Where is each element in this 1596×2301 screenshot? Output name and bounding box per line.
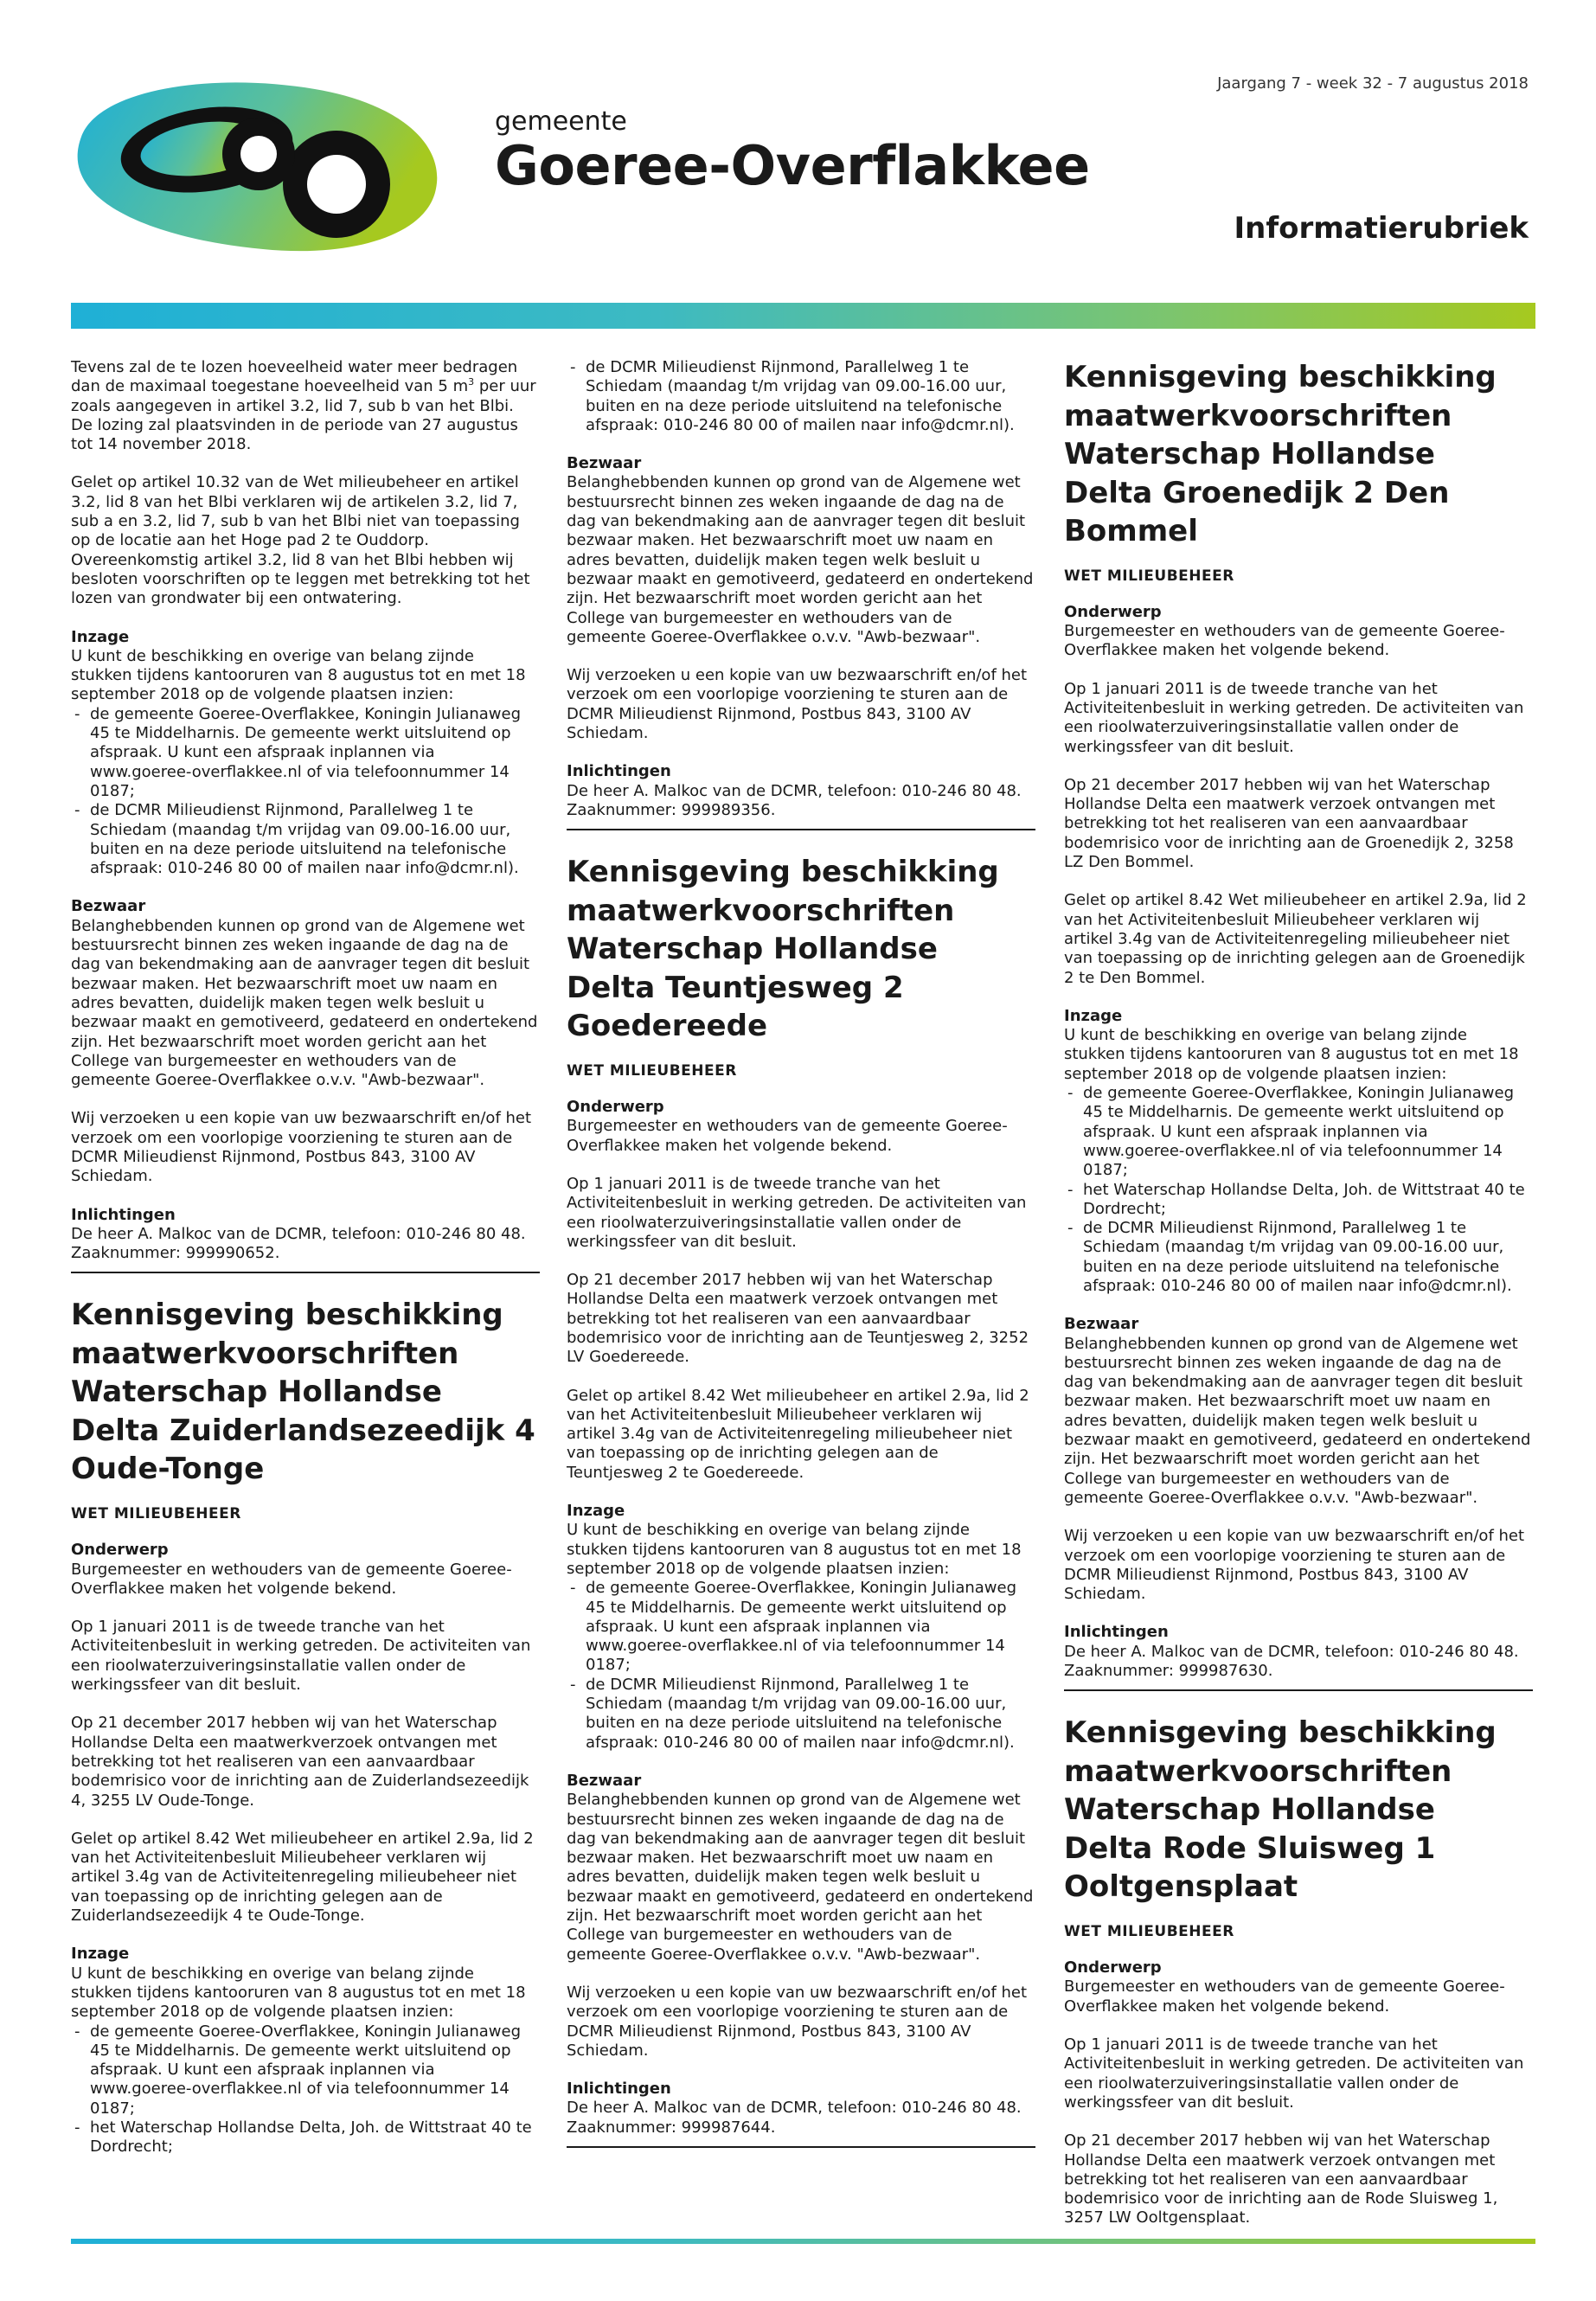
article-category: WET MILIEUBEHEER [1064, 567, 1234, 585]
list-item: - het Waterschap Hollandse Delta, Joh. de Wittstraat 40 te Dordrecht; [1064, 1181, 1533, 1220]
inlichtingen-text: De heer A. Malkoc van de DCMR, telefoon: 010-246 80 48. [567, 781, 1022, 800]
inlichtingen-heading: Inlichtingen [567, 2080, 671, 2099]
inzage-list [1064, 1084, 1533, 1296]
article-paragraph: Op 21 december 2017 hebben wij van het Waterschap Hollandse Delta een maatwerk verzoek ontvangen met betrekking tot het realiseren van een aanvaardbaar bodemrisico voor de inrichting aan de Teuntjesweg 2, 3252 LV Goedereede. [567, 1271, 1029, 1367]
article-title: Kennisgeving beschikking maatwerkvoorschriften Waterschap Hollandse Delta Groenedijk 2 Den Bommel [1064, 360, 1497, 548]
inzage-list-continued [567, 358, 1035, 435]
inlichtingen-heading: Inlichtingen [1064, 1623, 1169, 1642]
list-item: - de DCMR Milieudienst Rijnmond, Parallelweg 1 te Schiedam (maandag t/m vrijdag van 09.00-16.00 uur, buiten en na deze periode uitsluitend na telefonische afspraak: 010-246 80 00 of mailen naar info@dcmr.nl). [567, 1676, 1035, 1753]
zaaknummer: Zaaknummer: 999987630. [1064, 1662, 1273, 1681]
list-item: - de DCMR Milieudienst Rijnmond, Parallelweg 1 te Schiedam (maandag t/m vrijdag van 09.00-16.00 uur, buiten en na deze periode uitsluitend na telefonische afspraak: 010-246 80 00 of mailen naar info@dcmr.nl). [567, 358, 1035, 435]
article-paragraph: Op 21 december 2017 hebben wij van het Waterschap Hollandse Delta een maatwerk verzoek ontvangen met betrekking tot het realiseren van een aanvaardbaar bodemrisico voor de inrichting aan de Groenedijk 2, 3258 LZ Den Bommel. [1064, 775, 1514, 872]
inzage-heading: Inzage [71, 1945, 130, 1964]
inzage-heading: Inzage [1064, 1006, 1123, 1025]
article-paragraph: Op 21 december 2017 hebben wij van het Waterschap Hollandse Delta een maatwerkverzoek ontvangen met betrekking tot het realiseren van een aanvaardbaar bodemrisico voor de inrichting aan de Zuiderlandsezeedijk 4, 3255 LV Oude-Tonge. [71, 1714, 529, 1810]
kopie-text: Wij verzoeken u een kopie van uw bezwaarschrift en/of het verzoek om een voorlopige voorziening te sturen aan de DCMR Milieudienst Rijnmond, Postbus 843, 3100 AV Schiedam. [1064, 1527, 1525, 1604]
inlichtingen-heading: Inlichtingen [71, 1205, 176, 1224]
intro-paragraph-1: Tevens zal de te lozen hoeveelheid water meer bedragen dan de maximaal toegestane hoeveelheid van 5 $m^3$ per uur zoals aangegeven in artikel 3.2, lid 7, sub b van het Blbi. De lozing zal plaatsvinden in de periode van 27 augustus tot 14 november 2018. [71, 358, 536, 454]
column-2 [567, 358, 1035, 2170]
onderwerp-text: Burgemeester en wethouders van de gemeente Goeree-Overflakkee maken het volgende bekend. [567, 1117, 1008, 1155]
column-1 [71, 358, 540, 2176]
list-item: - de gemeente Goeree-Overflakkee, Koningin Julianaweg 45 te Middelharnis. De gemeente werkt uitsluitend op afspraak. U kunt een afspraak inplannen via www.goeree-overflakkee.nl of via telefoonnummer 14 0187; [71, 705, 540, 801]
list-item: - de DCMR Milieudienst Rijnmond, Parallelweg 1 te Schiedam (maandag t/m vrijdag van 09.00-16.00 uur, buiten en na deze periode uitsluitend na telefonische afspraak: 010-246 80 00 of mailen naar info@dcmr.nl). [71, 801, 540, 878]
article-title: Kennisgeving beschikking maatwerkvoorschriften Waterschap Hollandse Delta Teuntjesweg 2 Goedereede [567, 855, 999, 1044]
article-category: WET MILIEUBEHEER [1064, 1922, 1234, 1940]
inzage-text: U kunt de beschikking en overige van belang zijnde stukken tijdens kantooruren van 8 augustus tot en met 18 september 2018 op de volgende plaatsen inzien: [567, 1521, 1022, 1578]
inzage-heading: Inzage [567, 1502, 625, 1521]
bezwaar-text: Belanghebbenden kunnen op grond van de Algemene wet bestuursrecht binnen zes weken ingaande de dag na de dag van bekendmaking aan de aanvrager tegen dit besluit bezwaar maken. Het bezwaarschrift moet uw naam en adres bevatten, duidelijk maken tegen welk besluit u bezwaar maakt en gemotiveerd, gedateerd en ondertekend zijn. Het bezwaarschrift moet worden gericht aan het College van burgemeester en wethouders van de gemeente Goeree-Overflakkee o.v.v. "Awb-bezwaar". [71, 916, 538, 1090]
onderwerp-text: Burgemeester en wethouders van de gemeente Goeree-Overflakkee maken het volgende bekend. [1064, 1977, 1505, 2016]
section-title: Informatierubriek [1234, 211, 1529, 246]
divider [567, 2146, 1035, 2148]
onderwerp-text: Burgemeester en wethouders van de gemeente Goeree-Overflakkee maken het volgende bekend. [71, 1560, 512, 1598]
inlichtingen-text: De heer A. Malkoc van de DCMR, telefoon: 010-246 80 48. [1064, 1642, 1519, 1661]
article-title: Kennisgeving beschikking maatwerkvoorschriften Waterschap Hollandse Delta Rode Sluisweg 1 Ooltgensplaat [1064, 1715, 1497, 1905]
divider [71, 1272, 540, 1273]
inzage-heading: Inzage [71, 627, 130, 646]
divider [1064, 1689, 1533, 1691]
zaaknummer: Zaaknummer: 999987644. [567, 2118, 776, 2137]
bezwaar-heading: Bezwaar [71, 897, 146, 916]
inzage-list [71, 705, 540, 879]
brand-small: gemeente [495, 106, 627, 137]
footer-gradient-line [71, 2239, 1535, 2244]
brand-block [495, 106, 1090, 197]
onderwerp-text: Burgemeester en wethouders van de gemeente Goeree-Overflakkee maken het volgende bekend. [1064, 622, 1505, 660]
article-category: WET MILIEUBEHEER [71, 1504, 241, 1522]
list-item: - de gemeente Goeree-Overflakkee, Koningin Julianaweg 45 te Middelharnis. De gemeente werkt uitsluitend op afspraak. U kunt een afspraak inplannen via www.goeree-overflakkee.nl of via telefoonnummer 14 0187; [1064, 1084, 1533, 1180]
bezwaar-text: Belanghebbenden kunnen op grond van de Algemene wet bestuursrecht binnen zes weken ingaande de dag na de dag van bekendmaking aan de aanvrager tegen dit besluit bezwaar maken. Het bezwaarschrift moet uw naam en adres bevatten, duidelijk maken tegen welk besluit u bezwaar maakt en gemotiveerd, gedateerd en ondertekend zijn. Het bezwaarschrift moet worden gericht aan het College van burgemeester en wethouders van de gemeente Goeree-Overflakkee o.v.v. "Awb-bezwaar". [567, 473, 1034, 646]
article-paragraph: Gelet op artikel 8.42 Wet milieubeheer en artikel 2.9a, lid 2 van het Activiteitenbesluit Milieubeheer verklaren wij artikel 3.4g van de Activiteitenregeling milieubeheer niet van toepassing op de inrichting gelegen aan de Zuiderlandsezeedijk 4 te Oude-Tonge. [71, 1829, 534, 1926]
zaaknummer: Zaaknummer: 999989356. [567, 800, 776, 819]
kopie-text: Wij verzoeken u een kopie van uw bezwaarschrift en/of het verzoek om een voorlopige voorziening te sturen aan de DCMR Milieudienst Rijnmond, Postbus 843, 3100 AV Schiedam. [567, 1983, 1028, 2060]
article-paragraph: Op 1 januari 2011 is de tweede tranche van het Activiteitenbesluit in werking getreden. De activiteiten van een rioolwaterzuiveringsinstallatie vallen onder de werkingssfeer van dit besluit. [1064, 2035, 1524, 2112]
article-category: WET MILIEUBEHEER [567, 1061, 737, 1080]
inlichtingen-text: De heer A. Malkoc van de DCMR, telefoon: 010-246 80 48. [71, 1224, 526, 1243]
bezwaar-heading: Bezwaar [567, 454, 642, 473]
inlichtingen-heading: Inlichtingen [567, 762, 671, 781]
inzage-list [567, 1579, 1035, 1753]
inlichtingen-text: De heer A. Malkoc van de DCMR, telefoon: 010-246 80 48. [567, 2099, 1022, 2118]
onderwerp-heading: Onderwerp [1064, 1958, 1162, 1977]
kopie-text: Wij verzoeken u een kopie van uw bezwaarschrift en/of het verzoek om een voorlopige voorziening te sturen aan de DCMR Milieudienst Rijnmond, Postbus 843, 3100 AV Schiedam. [567, 666, 1028, 743]
onderwerp-heading: Onderwerp [567, 1098, 664, 1117]
article-paragraph: Gelet op artikel 8.42 Wet milieubeheer en artikel 2.9a, lid 2 van het Activiteitenbesluit Milieubeheer verklaren wij artikel 3.4g van de Activiteitenregeling milieubeheer niet van toepassing op de inrichting gelegen aan de Groenedijk 2 te Den Bommel. [1064, 891, 1527, 987]
bezwaar-heading: Bezwaar [567, 1771, 642, 1790]
onderwerp-heading: Onderwerp [71, 1541, 169, 1560]
inzage-text: U kunt de beschikking en overige van belang zijnde stukken tijdens kantooruren van 8 augustus tot en met 18 september 2018 op de volgende plaatsen inzien: [71, 1964, 526, 2022]
column-3 [1064, 358, 1533, 2247]
article-paragraph: Op 21 december 2017 hebben wij van het Waterschap Hollandse Delta een maatwerk verzoek ontvangen met betrekking tot het realiseren van een aanvaardbaar bodemrisico voor de inrichting aan de Rode Sluisweg 1, 3257 LW Ooltgensplaat. [1064, 2131, 1498, 2227]
bezwaar-text: Belanghebbenden kunnen op grond van de Algemene wet bestuursrecht binnen zes weken ingaande de dag na de dag van bekendmaking aan de aanvrager tegen dit besluit bezwaar maken. Het bezwaarschrift moet uw naam en adres bevatten, duidelijk maken tegen welk besluit u bezwaar maakt en gemotiveerd, gedateerd en ondertekend zijn. Het bezwaarschrift moet worden gericht aan het College van burgemeester en wethouders van de gemeente Goeree-Overflakkee o.v.v. "Awb-bezwaar". [567, 1791, 1034, 1964]
list-item: - de gemeente Goeree-Overflakkee, Koningin Julianaweg 45 te Middelharnis. De gemeente werkt uitsluitend op afspraak. U kunt een afspraak inplannen via www.goeree-overflakkee.nl of via telefoonnummer 14 0187; [567, 1579, 1035, 1675]
header-gradient-band [71, 303, 1535, 329]
article-paragraph: Op 1 januari 2011 is de tweede tranche van het Activiteitenbesluit in werking getreden. De activiteiten van een rioolwaterzuiveringsinstallatie vallen onder de werkingssfeer van dit besluit. [567, 1174, 1027, 1251]
divider [567, 829, 1035, 830]
bezwaar-text: Belanghebbenden kunnen op grond van de Algemene wet bestuursrecht binnen zes weken ingaande de dag na de dag van bekendmaking aan de aanvrager tegen dit besluit bezwaar maken. Het bezwaarschrift moet uw naam en adres bevatten, duidelijk maken tegen welk besluit u bezwaar maakt en gemotiveerd, gedateerd en ondertekend zijn. Het bezwaarschrift moet worden gericht aan het College van burgemeester en wethouders van de gemeente Goeree-Overflakkee o.v.v. "Awb-bezwaar". [1064, 1334, 1531, 1507]
inzage-text: U kunt de beschikking en overige van belang zijnde stukken tijdens kantooruren van 8 augustus tot en met 18 september 2018 op de volgende plaatsen inzien: [1064, 1026, 1519, 1083]
article-paragraph: Op 1 januari 2011 is de tweede tranche van het Activiteitenbesluit in werking getreden. De activiteiten van een rioolwaterzuiveringsinstallatie vallen onder de werkingssfeer van dit besluit. [71, 1618, 531, 1695]
onderwerp-heading: Onderwerp [1064, 602, 1162, 621]
bezwaar-heading: Bezwaar [1064, 1315, 1139, 1334]
intro-paragraph-2: Gelet op artikel 10.32 van de Wet milieubeheer en artikel 3.2, lid 8 van het Blbi verklaren wij de artikelen 3.2, lid 7, sub a en 3.2, lid 7, sub b van het Blbi niet van toepassing op de locatie aan het Hoge pad 2 te Ouddorp. Overeenkomstig artikel 3.2, lid 8 van het Blbi hebben wij besloten voorschriften op te leggen met betrekking tot het lozen van grondwater bij een ontwatering. [71, 473, 530, 608]
kopie-text: Wij verzoeken u een kopie van uw bezwaarschrift en/of het verzoek om een voorlopige voorziening te sturen aan de DCMR Milieudienst Rijnmond, Postbus 843, 3100 AV Schiedam. [71, 1109, 532, 1186]
article-paragraph: Op 1 januari 2011 is de tweede tranche van het Activiteitenbesluit in werking getreden. De activiteiten van een rioolwaterzuiveringsinstallatie vallen onder de werkingssfeer van dit besluit. [1064, 679, 1524, 756]
municipality-logo [64, 76, 453, 266]
brand-name: Goeree-Overflakkee [495, 134, 1090, 197]
edition-info: Jaargang 7 - week 32 - 7 augustus 2018 [1217, 74, 1529, 93]
zaaknummer: Zaaknummer: 999990652. [71, 1244, 280, 1263]
list-item: - de DCMR Milieudienst Rijnmond, Parallelweg 1 te Schiedam (maandag t/m vrijdag van 09.00-16.00 uur, buiten en na deze periode uitsluitend na telefonische afspraak: 010-246 80 00 of mailen naar info@dcmr.nl). [1064, 1219, 1533, 1296]
inzage-text: U kunt de beschikking en overige van belang zijnde stukken tijdens kantooruren van 8 augustus tot en met 18 september 2018 op de volgende plaatsen inzien: [71, 646, 526, 704]
article-title: Kennisgeving beschikking maatwerkvoorschriften Waterschap Hollandse Delta Zuiderlandsezeedijk 4 Oude-Tonge [71, 1298, 535, 1487]
list-item: - de gemeente Goeree-Overflakkee, Koningin Julianaweg 45 te Middelharnis. De gemeente werkt uitsluitend op afspraak. U kunt een afspraak inplannen via www.goeree-overflakkee.nl of via telefoonnummer 14 0187; [71, 2022, 540, 2118]
inzage-list [71, 2022, 540, 2157]
article-paragraph: Gelet op artikel 8.42 Wet milieubeheer en artikel 2.9a, lid 2 van het Activiteitenbesluit Milieubeheer verklaren wij artikel 3.4g van de Activiteitenregeling milieubeheer niet van toepassing op de inrichting gelegen aan de Teuntjesweg 2 te Goedereede. [567, 1386, 1029, 1482]
list-item: - het Waterschap Hollandse Delta, Joh. de Wittstraat 40 te Dordrecht; [71, 2118, 540, 2157]
